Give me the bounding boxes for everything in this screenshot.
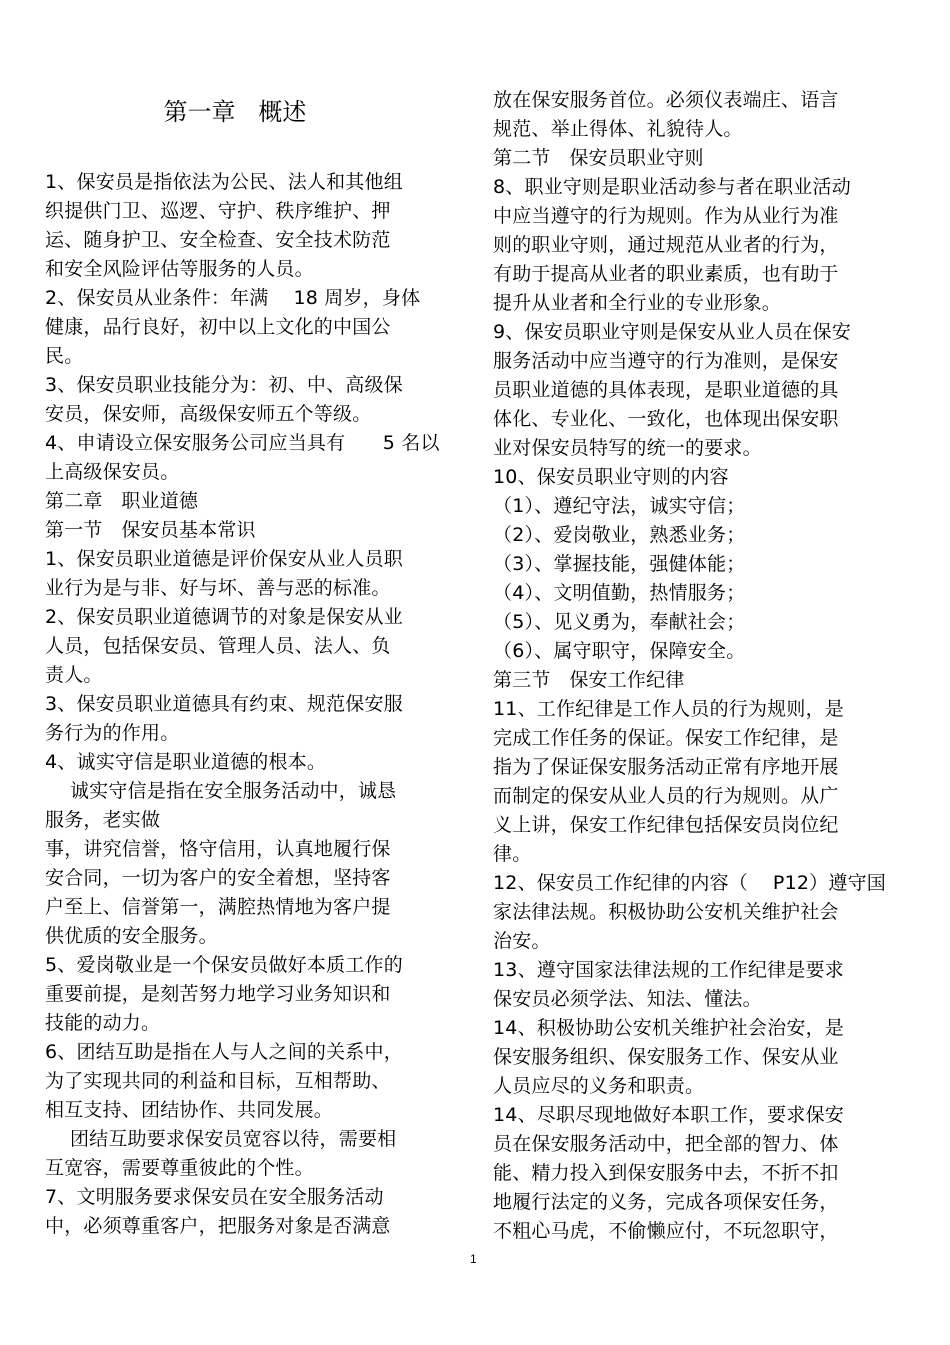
text-line: 12、保安员工作纪律的内容（ P12）遵守国 bbox=[493, 872, 886, 894]
text-line: 健康，品行良好，初中以上文化的中国公 bbox=[45, 316, 391, 338]
text-line: 1、保安员是指依法为公民、法人和其他组 bbox=[45, 171, 403, 193]
text-line: 体化、专业化、一致化，也体现出保安职 bbox=[493, 408, 839, 430]
text-line: 2、保安员职业道德调节的对象是保安从业 bbox=[45, 606, 403, 628]
text-line: （2）、爱岗敬业，熟悉业务； bbox=[493, 524, 746, 546]
text-line: 3、保安员职业技能分为：初、中、高级保 bbox=[45, 374, 403, 396]
text-line: 地履行法定的义务，完成各项保安任务， bbox=[493, 1191, 839, 1213]
text-line: 供优质的安全服务。 bbox=[45, 925, 218, 947]
text-line: 律。 bbox=[493, 843, 532, 865]
text-line: 第二节 保安员职业守则 bbox=[493, 147, 704, 169]
text-line: 14、尽职尽现地做好本职工作，要求保安 bbox=[493, 1104, 844, 1126]
right-text-block bbox=[493, 86, 913, 1246]
text-line: 业对保安员特写的统一的要求。 bbox=[493, 437, 762, 459]
left-text-block bbox=[45, 168, 465, 1241]
text-line: 务行为的作用。 bbox=[45, 722, 180, 744]
text-line: 保安服务组织、保安服务工作、保安从业 bbox=[493, 1046, 839, 1068]
text-line: 人员应尽的义务和职责。 bbox=[493, 1075, 705, 1097]
page-number: 1 bbox=[470, 1252, 477, 1266]
text-line: 业行为是与非、好与坏、善与恶的标准。 bbox=[45, 577, 391, 599]
text-line: 民。 bbox=[45, 345, 84, 367]
text-line: 放在保安服务首位。必须仪表端庄、语言 bbox=[493, 89, 839, 111]
text-line: 责人。 bbox=[45, 664, 103, 686]
text-line: 事，讲究信誉，恪守信用，认真地履行保 bbox=[45, 838, 391, 860]
text-line: 13、遵守国家法律法规的工作纪律是要求 bbox=[493, 959, 844, 981]
text-line: （6）、属守职守，保障安全。 bbox=[493, 640, 746, 662]
text-line: 则的职业守则，通过规范从业者的行为， bbox=[493, 234, 839, 256]
text-line: 员职业道德的具体表现，是职业道德的具 bbox=[493, 379, 839, 401]
text-line: 互宽容，需要尊重彼此的个性。 bbox=[45, 1157, 314, 1179]
text-line: 14、积极协助公安机关维护社会治安，是 bbox=[493, 1017, 844, 1039]
text-line: 中应当遵守的行为规则。作为从业行为准 bbox=[493, 205, 839, 227]
text-line: 为了实现共同的利益和目标，互相帮助、 bbox=[45, 1070, 391, 1092]
text-line: 不粗心马虎，不偷懒应付，不玩忽职守， bbox=[493, 1220, 839, 1242]
text-line: 员在保安服务活动中，把全部的智力、体 bbox=[493, 1133, 839, 1155]
text-line: 保安员必须学法、知法、懂法。 bbox=[493, 988, 762, 1010]
text-line: 3、保安员职业道德具有约束、规范保安服 bbox=[45, 693, 403, 715]
text-line: 有助于提高从业者的职业素质，也有助于 bbox=[493, 263, 839, 285]
text-line: （1）、遵纪守法，诚实守信； bbox=[493, 495, 746, 517]
text-line: 能、精力投入到保安服务中去，不折不扣 bbox=[493, 1162, 839, 1184]
text-line: 中，必须尊重客户，把服务对象是否满意 bbox=[45, 1215, 391, 1237]
text-line: 义上讲，保安工作纪律包括保安员岗位纪 bbox=[493, 814, 839, 836]
text-line: 和安全风险评估等服务的人员。 bbox=[45, 258, 314, 280]
text-line: 9、保安员职业守则是保安从业人员在保安 bbox=[493, 321, 851, 343]
text-line: 2、保安员从业条件：年满 18 周岁，身体 bbox=[45, 287, 421, 309]
text-line: 提升从业者和全行业的专业形象。 bbox=[493, 292, 782, 314]
text-line: 家法律法规。积极协助公安机关维护社会 bbox=[493, 901, 839, 923]
text-line: 人员，包括保安员、管理人员、法人、负 bbox=[45, 635, 391, 657]
left-column bbox=[45, 86, 465, 1241]
text-line: 1、保安员职业道德是评价保安从业人员职 bbox=[45, 548, 403, 570]
text-line: 5、爱岗敬业是一个保安员做好本质工作的 bbox=[45, 954, 403, 976]
text-line: 规范、举止得体、礼貌待人。 bbox=[493, 118, 743, 140]
text-line: （3）、掌握技能，强健体能； bbox=[493, 553, 746, 575]
text-line: 团结互助要求保安员宽容以待，需要相 bbox=[45, 1128, 397, 1150]
text-line: 安员，保安师，高级保安师五个等级。 bbox=[45, 403, 372, 425]
text-line: 户至上、信誉第一，满腔热情地为客户提 bbox=[45, 896, 391, 918]
text-line: 织提供门卫、巡逻、守护、秩序维护、押 bbox=[45, 200, 391, 222]
text-line: 8、职业守则是职业活动参与者在职业活动 bbox=[493, 176, 851, 198]
text-line: 第一节 保安员基本常识 bbox=[45, 519, 256, 541]
text-line: 诚实守信是指在安全服务活动中，诚恳 bbox=[45, 780, 397, 802]
text-line: 4、申请设立保安服务公司应当具有 5 名以 bbox=[45, 432, 440, 454]
text-line: 技能的动力。 bbox=[45, 1012, 161, 1034]
chapter-title: 第一章 概述 bbox=[163, 98, 307, 126]
text-line: 10、保安员职业守则的内容 bbox=[493, 466, 729, 488]
text-line: 11、工作纪律是工作人员的行为规则，是 bbox=[493, 698, 844, 720]
text-line: 7、文明服务要求保安员在安全服务活动 bbox=[45, 1186, 384, 1208]
text-line: 完成工作任务的保证。保安工作纪律，是 bbox=[493, 727, 839, 749]
text-line: 第二章 职业道德 bbox=[45, 490, 199, 512]
text-line: 第三节 保安工作纪律 bbox=[493, 669, 685, 691]
text-line: 重要前提，是刻苦努力地学习业务知识和 bbox=[45, 983, 391, 1005]
right-column bbox=[493, 86, 913, 1246]
text-line: 运、随身护卫、安全检查、安全技术防范 bbox=[45, 229, 391, 251]
text-line: 而制定的保安从业人员的行为规则。从广 bbox=[493, 785, 839, 807]
text-line: （4）、文明值勤，热情服务； bbox=[493, 582, 746, 604]
text-line: （5）、见义勇为，奉献社会； bbox=[493, 611, 746, 633]
text-line: 上高级保安员。 bbox=[45, 461, 180, 483]
text-line: 安合同，一切为客户的安全着想，坚持客 bbox=[45, 867, 391, 889]
text-line: 6、团结互助是指在人与人之间的关系中， bbox=[45, 1041, 403, 1063]
text-line: 指为了保证保安服务活动正常有序地开展 bbox=[493, 756, 839, 778]
text-line: 治安。 bbox=[493, 930, 551, 952]
text-line: 相互支持、团结协作、共同发展。 bbox=[45, 1099, 334, 1121]
text-line: 4、诚实守信是职业道德的根本。 bbox=[45, 751, 327, 773]
text-line: 服务，老实做 bbox=[45, 809, 161, 831]
text-line: 服务活动中应当遵守的行为准则，是保安 bbox=[493, 350, 839, 372]
